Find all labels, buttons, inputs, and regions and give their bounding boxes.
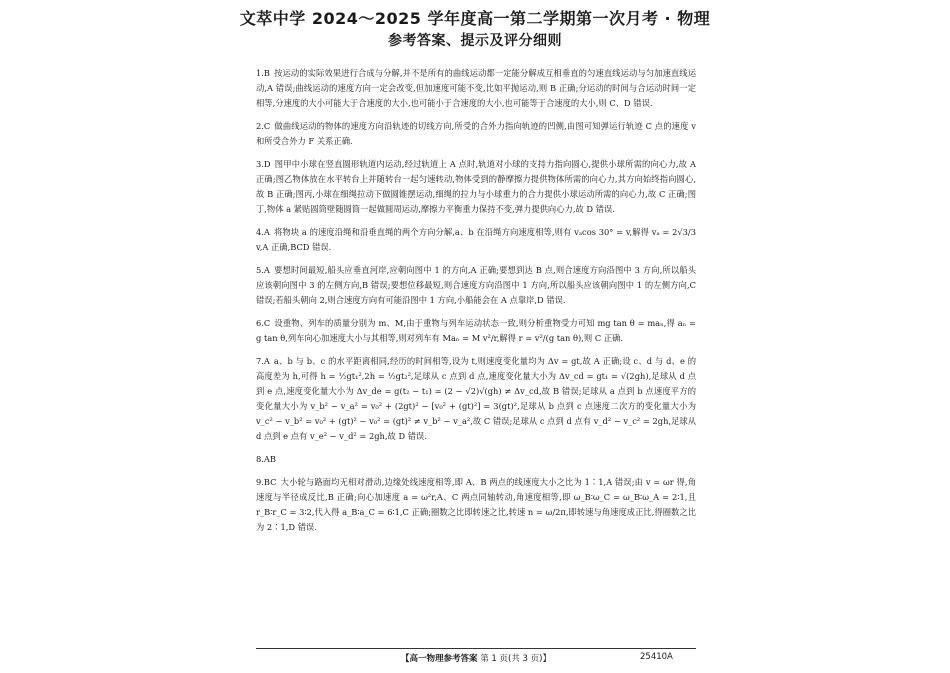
answer-explanation: 设重物、列车的质量分别为 m、M,由于重物与列车运动状态一致,则分析重物受力可知 mg tan θ = maₙ,得 aₙ = g tan θ,列车向心加速度大小与其相等,则对列车有 Maₙ = M v²/r,解得 r = v²/(g tan θ),则 C 正确.	[256, 318, 696, 343]
answer-item-9	[256, 475, 696, 535]
answer-number: 8.AB	[256, 454, 277, 464]
answer-explanation: 按运动的实际效果进行合成与分解,并不是所有的曲线运动都一定能分解成互相垂直的匀速直线运动与匀加速直线运动,A 错误;曲线运动的速度方向一定会改变,但加速度可能不变,比如平抛运动,则 B 正确;分运动的时间与合运动时间一定相等,分速度的大小可能大于合速度的大小,也可能小于合速度的大小,也可能等于合速度的大小,则 C、D 错误.	[256, 68, 696, 108]
answer-number: 6.C	[256, 318, 271, 328]
answer-number: 9.BC	[256, 477, 277, 487]
answer-item-3	[256, 157, 696, 217]
answer-explanation: 图甲中小球在竖直圆形轨道内运动,经过轨道上 A 点时,轨道对小球的支持力指向圆心,提供小球所需的向心力,故 A 正确;图乙物体放在水平转台上并随转台一起匀速转动,物体受到的静摩擦力提供物体所需的向心力,其方向始终指向圆心,故 B 正确;图丙,小球在细绳拉动下做圆锥摆运动,细绳的拉力与小球重力的合力提供小球运动所需的向心力,故 C 正确;图丁,物体 a 紧贴圆筒壁随圆筒一起做圆周运动,摩擦力平衡重力保持不变,弹力提供向心力,故 D 错误.	[256, 159, 696, 214]
answer-item-7	[256, 354, 696, 444]
answer-number: 3.D	[256, 159, 271, 169]
page-title: 文萃中学 2024～2025 学年度高一第二学期第一次月考 · 物理	[239, 9, 711, 28]
footer-page-label	[256, 652, 696, 664]
answer-explanation: 大小轮与路面均无相对滑动,边缘处线速度相等,即 A、B 两点的线速度大小之比为 1∶1,A 错误;由 v = ωr 得,角速度与半径成反比,B 正确;向心加速度 a = ω²r,A、C 两点同轴转动,角速度相等,即 ω_B∶ω_C = ω_B∶ω_A = 2∶1,且 r_B∶r_C = 3∶2,代入得 a_B∶a_C = 6∶1,C 正确;圈数之比即转速之比,转速 n = ω/2π,即转速与角速度成正比,得圈数之比为 2∶1,D 错误.	[256, 477, 696, 532]
answer-explanation: a、b 与 b、c 的水平距离相同,经历的时间相等,设为 t,则速度变化量均为 Δv = gt,故 A 正确;设 c、d 与 d、e 的高度差为 h,可得 h = ½gt₁²,2h = ½gt₂²,足球从 c 点到 d 点,速度变化量大小为 Δv_cd = gt₁ = √(2gh),足球从 d 点到 e 点,速度变化量大小为 Δv_de = g(t₂ − t₁) = (2 − √2)√(gh) ≠ Δv_cd,故 B 错误;足球从 a 点到 b 点速度平方的变化量大小为 v_b² − v_a² = v₀² + (2gt)² − [v₀² + (gt)²] = 3(gt)²,足球从 b 点到 c 点速度二次方的变化量大小为 v_c² − v_b² = v₀² + (gt)² − v₀² = (gt)² ≠ v_b² − v_a²,故 C 错误;足球从 c 点到 d 点有 v_d² − v_c² = 2gh,足球从 d 点到 e 点有 v_e² − v_d² = 2gh,故 D 错误.	[256, 356, 696, 441]
footer-page-number: 第 1 页(共 3 页)】	[480, 654, 551, 664]
answer-item-5	[256, 263, 696, 308]
answer-number: 2.C	[256, 121, 271, 131]
answer-explanation: 做曲线运动的物体的速度方向沿轨迹的切线方向,所受的合外力指向轨迹的凹侧,由图可知弹运行轨迹 C 点的速度 v 和所受合外力 F 关系正确.	[256, 121, 696, 146]
answer-item-8	[256, 452, 696, 467]
answer-item-1	[256, 66, 696, 111]
answer-explanation: 将物块 a 的速度沿绳和沿垂直绳的两个方向分解,a、b 在沿绳方向速度相等,则有 vₐcos 30° = v,解得 vₐ = 2√3/3 v,A 正确,BCD 错误.	[256, 227, 696, 252]
footer-doc-code: 25410A	[640, 652, 673, 662]
answer-item-4	[256, 225, 696, 255]
answer-item-2	[256, 119, 696, 149]
answer-number: 7.A	[256, 356, 270, 366]
footer-subject: 【高一物理参考答案	[401, 654, 478, 664]
answer-item-6	[256, 316, 696, 346]
answer-number: 1.B	[256, 68, 271, 78]
answer-number: 5.A	[256, 265, 270, 275]
answer-list	[256, 66, 696, 543]
footer-divider	[256, 648, 696, 649]
answer-explanation: 要想时间最短,船头应垂直河岸,应朝向图中 1 的方向,A 正确;要想到达 B 点,则合速度方向沿图中 3 方向,所以船头应该朝向图中 3 的左侧方向,B 错误;要想位移最短,则合速度方向沿图中 1 方向,所以船头应该朝向图中 1 的左侧方向,C 错误;若船头朝向 2,则合速度方向有可能沿图中 1 方向,小船能会在 A 点靠岸,D 错误.	[256, 265, 696, 305]
answer-number: 4.A	[256, 227, 270, 237]
page-subtitle: 参考答案、提示及评分细则	[388, 33, 562, 49]
